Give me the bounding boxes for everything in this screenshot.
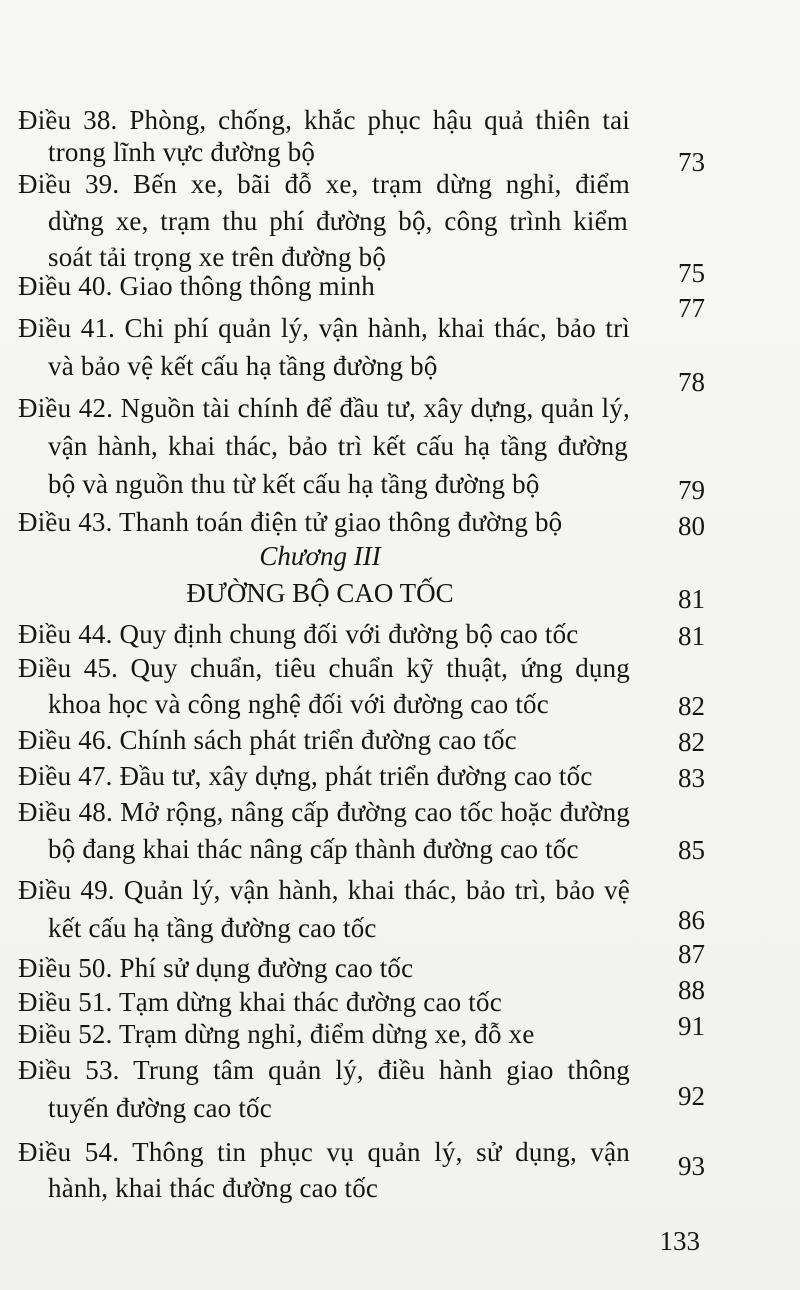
toc-entry-40-line1: Điều 40. Giao thông thông minh [18, 271, 375, 301]
toc-entry-41-line1: Điều 41. Chi phí quản lý, vận hành, khai thác, bảo trì [18, 313, 630, 343]
toc-entry-41-line2: và bảo vệ kết cấu hạ tầng đường bộ [48, 351, 438, 381]
toc-entry-48-line2: bộ đang khai thác nâng cấp thành đường cao tốc [48, 834, 579, 864]
toc-entry-53-line1: Điều 53. Trung tâm quản lý, điều hành giao thông [18, 1055, 630, 1085]
toc-entry-47-page: 83 [678, 763, 705, 793]
toc-entry-42-line1: Điều 42. Nguồn tài chính để đầu tư, xây dựng, quản lý, [18, 393, 630, 423]
toc-entry-48-line1: Điều 48. Mở rộng, nâng cấp đường cao tốc hoặc đường [18, 797, 630, 827]
toc-entry-38-line2: trong lĩnh vực đường bộ [48, 137, 316, 167]
toc-entry-44-page: 81 [678, 621, 705, 651]
page-number: 133 [659, 1226, 700, 1256]
chapter-page: 81 [678, 584, 705, 614]
toc-entry-50-line1: Điều 50. Phí sử dụng đường cao tốc [18, 953, 414, 983]
toc-entry-50-page: 87 [678, 939, 705, 969]
toc-entry-42-line3: bộ và nguồn thu từ kết cấu hạ tầng đường bộ [48, 469, 540, 499]
toc-entry-39-line2: dừng xe, trạm thu phí đường bộ, công trình kiểm [48, 206, 628, 236]
toc-entry-38-line1: Điều 38. Phòng, chống, khắc phục hậu quả thiên tai [18, 105, 630, 135]
toc-entry-44-line1: Điều 44. Quy định chung đối với đường bộ cao tốc [18, 619, 579, 649]
toc-entry-53-page: 92 [678, 1081, 705, 1111]
toc-entry-51-page: 88 [678, 975, 705, 1005]
toc-entry-49-line2: kết cấu hạ tầng đường cao tốc [48, 913, 377, 943]
toc-entry-46-line1: Điều 46. Chính sách phát triển đường cao tốc [18, 725, 517, 755]
toc-entry-52-line1: Điều 52. Trạm dừng nghỉ, điểm dừng xe, đỗ xe [18, 1019, 535, 1049]
toc-entry-54-line2: hành, khai thác đường cao tốc [48, 1173, 379, 1203]
toc-entry-49-page: 86 [678, 905, 705, 935]
toc-entry-48-page: 85 [678, 835, 705, 865]
toc-entry-52-page: 91 [678, 1011, 705, 1041]
toc-entry-54-page: 93 [678, 1151, 705, 1181]
chapter-title: ĐƯỜNG BỘ CAO TỐC [186, 578, 454, 608]
toc-entry-39-line1: Điều 39. Bến xe, bãi đỗ xe, trạm dừng nghỉ, điểm [18, 169, 630, 199]
toc-entry-39-line3: soát tải trọng xe trên đường bộ [48, 242, 387, 272]
toc-entry-45-page: 82 [678, 691, 705, 721]
toc-entry-46-page: 82 [678, 727, 705, 757]
toc-entry-40-page: 77 [678, 293, 705, 323]
toc-entry-45-line1: Điều 45. Quy chuẩn, tiêu chuẩn kỹ thuật, ứng dụng [18, 653, 630, 683]
toc-entry-45-line2: khoa học và công nghệ đối với đường cao tốc [48, 689, 549, 719]
chapter-number: Chương III [259, 541, 381, 571]
toc-entry-49-line1: Điều 49. Quản lý, vận hành, khai thác, bảo trì, bảo vệ [18, 875, 630, 905]
toc-entry-51-line1: Điều 51. Tạm dừng khai thác đường cao tốc [18, 987, 502, 1017]
toc-entry-38-page: 73 [678, 147, 705, 177]
toc-entry-41-page: 78 [678, 367, 705, 397]
toc-entry-43-line1: Điều 43. Thanh toán điện tử giao thông đường bộ [18, 507, 563, 537]
toc-entry-43-page: 80 [678, 511, 705, 541]
toc-entry-53-line2: tuyến đường cao tốc [48, 1093, 272, 1123]
toc-entry-42-line2: vận hành, khai thác, bảo trì kết cấu hạ tầng đường [48, 431, 628, 461]
toc-entry-47-line1: Điều 47. Đầu tư, xây dựng, phát triển đường cao tốc [18, 761, 593, 791]
toc-entry-42-page: 79 [678, 475, 705, 505]
toc-entry-39-page: 75 [678, 258, 705, 288]
toc-entry-54-line1: Điều 54. Thông tin phục vụ quản lý, sử dụng, vận [18, 1137, 630, 1167]
